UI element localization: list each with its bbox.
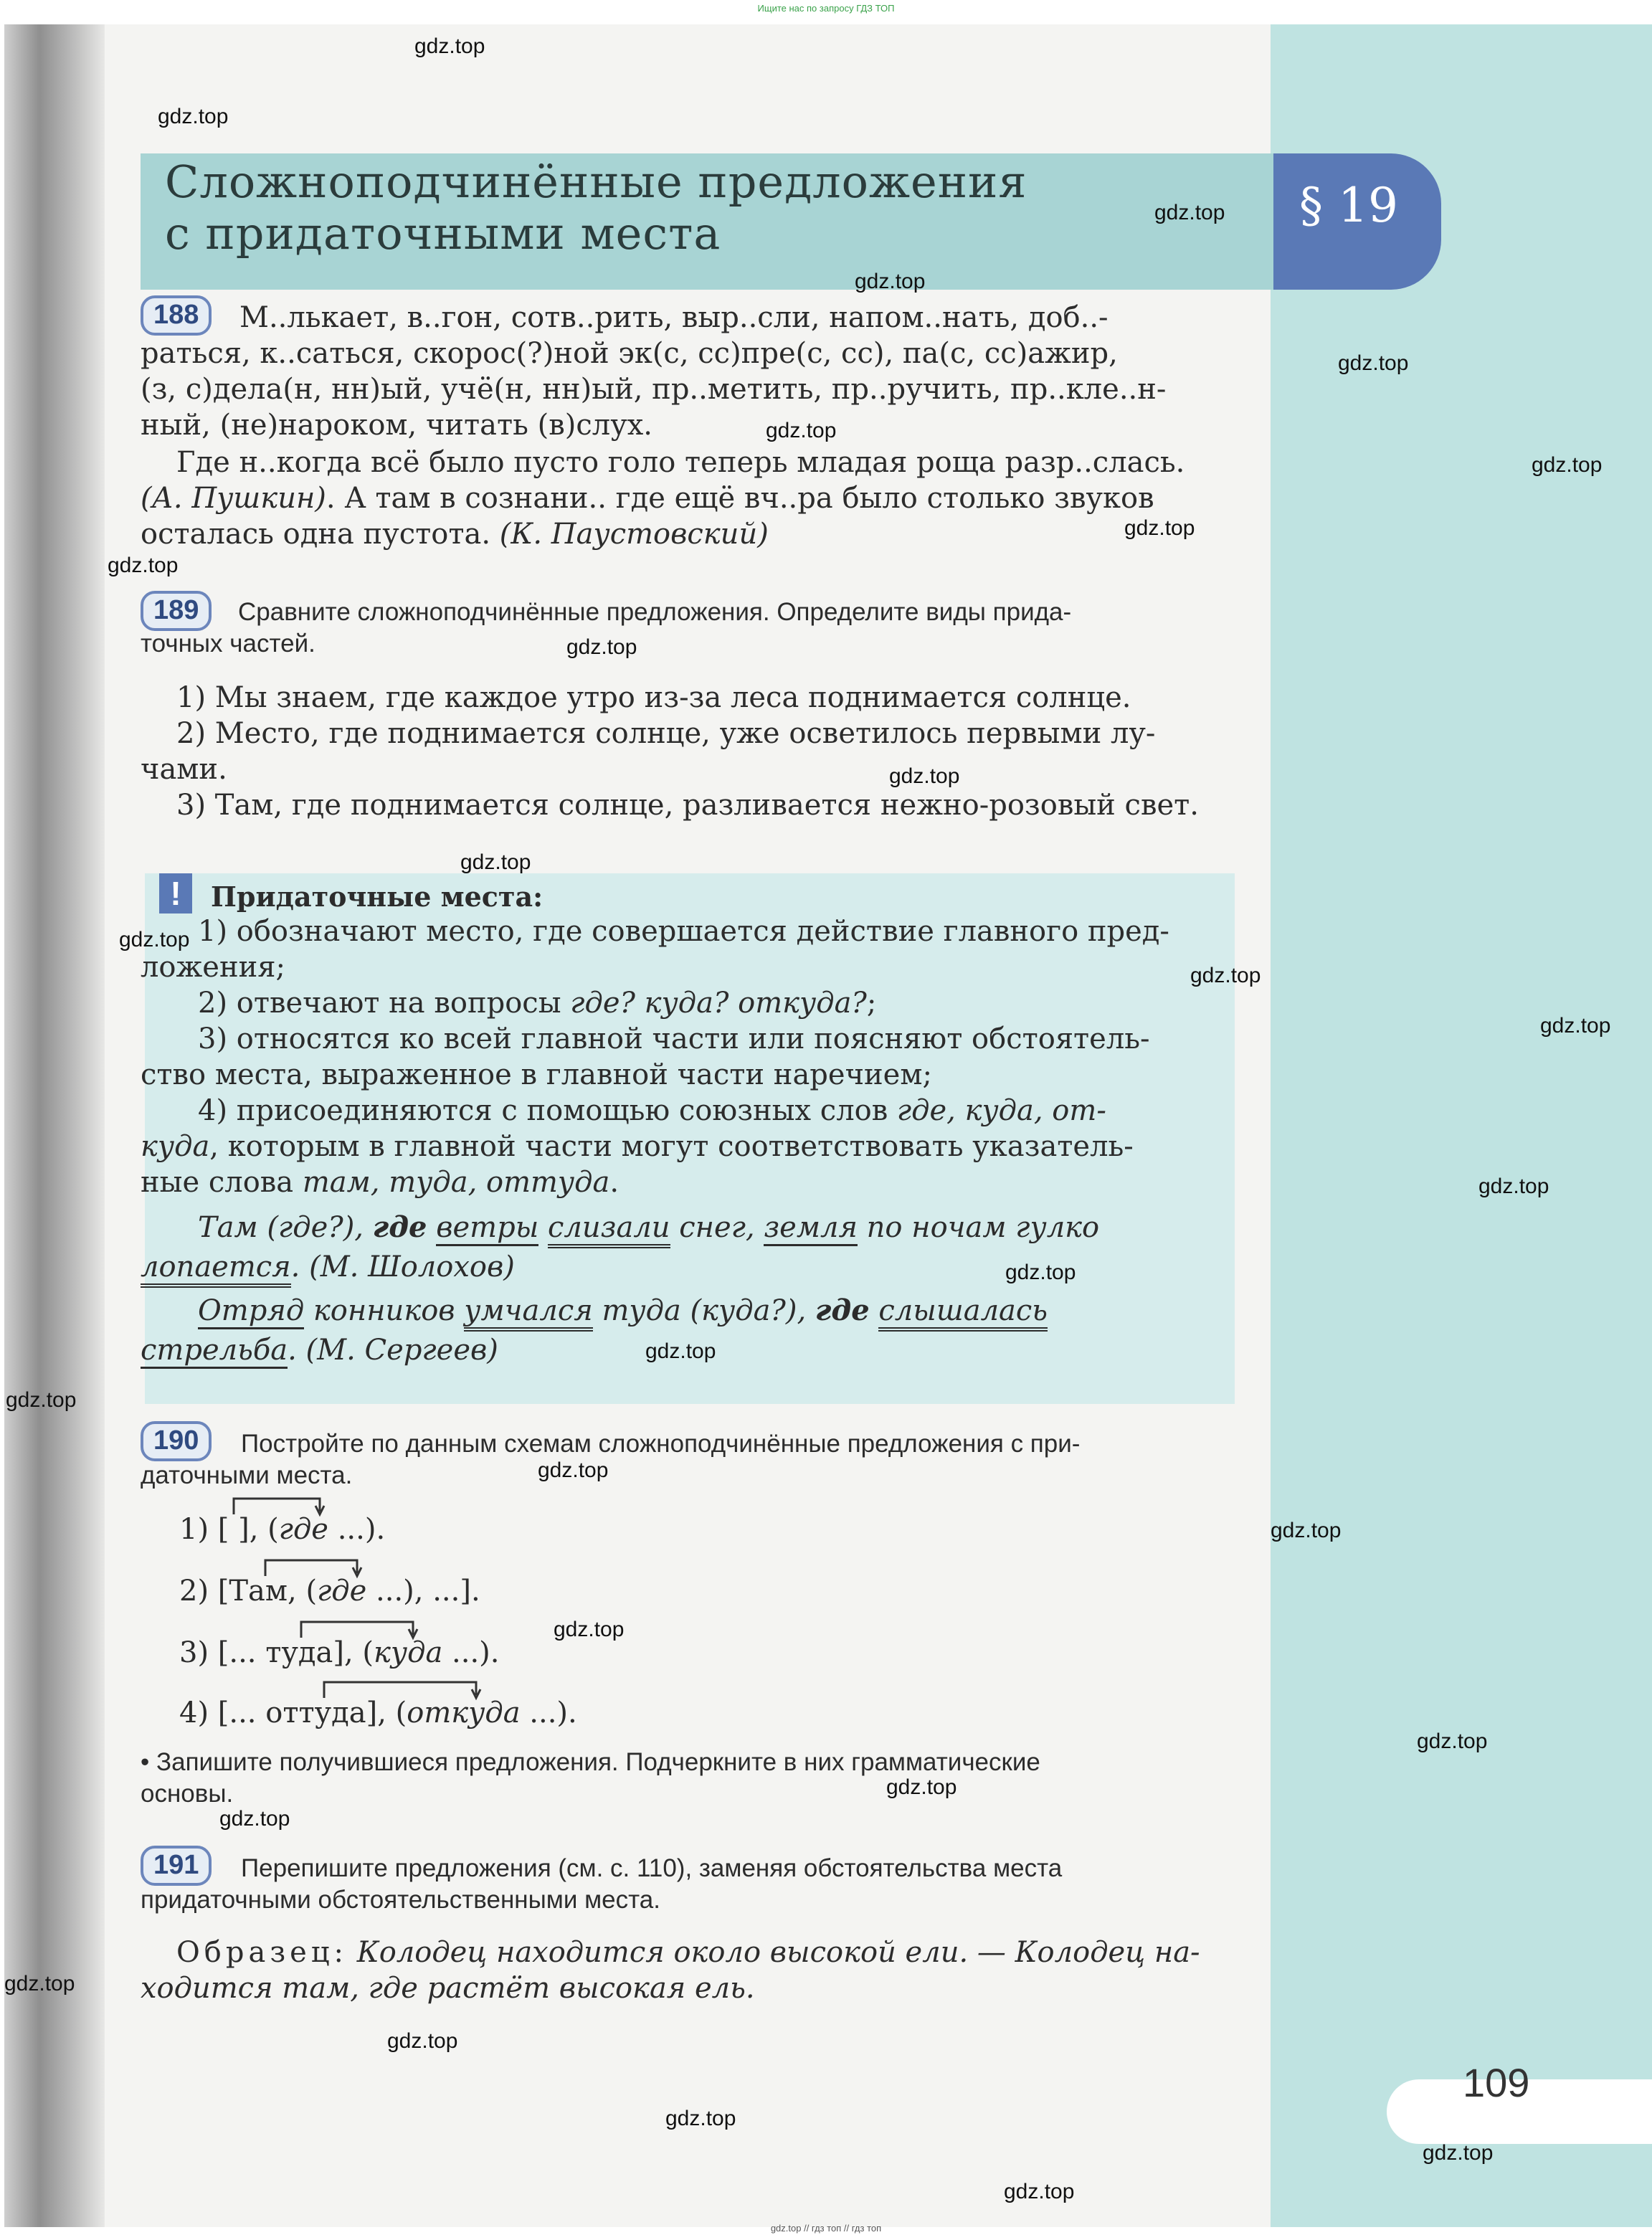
ex189-sentence-2b: чами. bbox=[141, 753, 227, 786]
scheme-2-arrow bbox=[265, 1560, 357, 1576]
ex189-sentence-2a: 2) Место, где поднимается солнце, уже осветилось первыми лу- bbox=[176, 717, 1156, 750]
rule-example-1a: Там (где?), где ветры слизали снег, земля по ночам гулко bbox=[198, 1210, 1288, 1244]
ex188-line-1: М..лькает, в..гон, сотв..рить, выр..сли, напом..нать, доб..- bbox=[239, 301, 1109, 334]
ex190-note-line-1: • Запишите получившиеся предложения. Подчеркните в них грамматические bbox=[141, 1748, 1040, 1776]
watermark: gdz.top bbox=[219, 1807, 290, 1831]
rule-line-4a: 4) присоединяются с помощью союзных слов где, куда, от- bbox=[198, 1094, 1106, 1127]
ex189-task-line-1: Сравните сложноподчинённые предложения. Определите виды прида- bbox=[238, 598, 1072, 626]
ex191-task-line-1: Перепишите предложения (см. с. 110), заменяя обстоятельства места bbox=[241, 1854, 1063, 1882]
ex188-line-7: осталась одна пустота. (К. Паустовский) bbox=[141, 518, 769, 551]
ex191-sample-line-2: ходится там, где растёт высокая ель. bbox=[141, 1972, 755, 2005]
watermark: gdz.top bbox=[119, 928, 190, 951]
ex191-task-line-2: придаточными обстоятельственными места. bbox=[141, 1886, 660, 1914]
ex189-sentence-1: 1) Мы знаем, где каждое утро из-за леса поднимается солнце. bbox=[176, 681, 1131, 714]
rule-example-1b: лопается. (М. Шолохов) bbox=[141, 1250, 1230, 1283]
exercise-number-190: 190 bbox=[141, 1421, 212, 1461]
ex190-task-line-2: даточными места. bbox=[141, 1461, 353, 1489]
watermark: gdz.top bbox=[1124, 516, 1195, 540]
ex190-task-line-1: Постройте по данным схемам сложноподчинённые предложения с при- bbox=[241, 1430, 1081, 1458]
watermark: gdz.top bbox=[665, 2107, 736, 2130]
watermark: gdz.top bbox=[886, 1775, 957, 1799]
ex190-note-line-2: основы. bbox=[141, 1780, 234, 1808]
ex189-task-line-2: точных частей. bbox=[141, 630, 315, 658]
watermark: gdz.top bbox=[1417, 1729, 1488, 1753]
watermark: gdz.top bbox=[855, 270, 926, 293]
ex188-line-4: ный, (не)нароком, читать (в)слух. bbox=[141, 409, 653, 442]
watermark: gdz.top bbox=[566, 635, 637, 659]
rule-line-4c: ные слова там, туда, оттуда. bbox=[141, 1166, 620, 1199]
ex188-line-2: раться, к..саться, скорос(?)ной эк(с, сс)пре(с, сс), па(с, сс)ажир, bbox=[141, 337, 1118, 370]
top-search-note: Ищите нас по запросу ГДЗ ТОП bbox=[757, 3, 895, 14]
watermark: gdz.top bbox=[6, 1388, 77, 1412]
watermark: gdz.top bbox=[1338, 351, 1409, 375]
watermark: gdz.top bbox=[645, 1339, 716, 1363]
rule-line-3a: 3) относятся ко всей главной части или поясняют обстоятель- bbox=[198, 1022, 1150, 1055]
watermark: gdz.top bbox=[554, 1618, 625, 1641]
ex188-line-6: (А. Пушкин). А там в сознани.. где ещё вч..ра было столько звуков bbox=[141, 482, 1154, 515]
rule-example-2a: Отряд конников умчался туда (куда?), где слышалась bbox=[198, 1294, 1288, 1327]
rule-line-4b: куда, которым в главной части могут соответствовать указатель- bbox=[141, 1130, 1134, 1163]
section-label: § 19 bbox=[1299, 178, 1398, 233]
watermark: gdz.top bbox=[889, 764, 960, 788]
watermark: gdz.top bbox=[1154, 201, 1225, 224]
watermark: gdz.top bbox=[1532, 453, 1603, 477]
scheme-2: 2) [Там, (где ...), ...]. bbox=[179, 1575, 480, 1608]
scheme-1-arrow bbox=[234, 1499, 320, 1514]
rule-line-1b: ложения; bbox=[141, 951, 285, 984]
exercise-number-188: 188 bbox=[141, 295, 212, 336]
rule-title: Придаточные места: bbox=[211, 881, 543, 913]
watermark: gdz.top bbox=[766, 419, 837, 442]
scheme-3-arrow bbox=[301, 1622, 413, 1638]
rule-line-1a: 1) обозначают место, где совершается действие главного пред- bbox=[198, 915, 1169, 948]
scheme-3: 3) [... туда], (куда ...). bbox=[179, 1636, 500, 1669]
exercise-number-189: 189 bbox=[141, 591, 212, 631]
watermark: gdz.top bbox=[1271, 1519, 1342, 1542]
ex188-line-3: (з, с)дела(н, нн)ый, учё(н, нн)ый, пр..метить, пр..ручить, пр..кле..н- bbox=[141, 373, 1167, 406]
ex191-sample-line-1: Образец: Колодец находится около высокой ели. — Колодец на- bbox=[176, 1936, 1200, 1969]
watermark: gdz.top bbox=[1423, 2141, 1494, 2165]
watermark: gdz.top bbox=[1190, 964, 1261, 987]
attention-icon: ! bbox=[159, 873, 192, 913]
exercise-number-191: 191 bbox=[141, 1846, 212, 1886]
watermark: gdz.top bbox=[158, 105, 229, 128]
watermark: gdz.top bbox=[4, 1972, 75, 1995]
scheme-4-arrow bbox=[324, 1682, 476, 1698]
scheme-1: 1) [ ], (где ...). bbox=[179, 1513, 386, 1546]
page-number: 109 bbox=[1463, 2060, 1530, 2105]
rule-line-3b: ство места, выраженное в главной части наречием; bbox=[141, 1058, 932, 1091]
bottom-note: gdz.top // гдз топ // гдз топ bbox=[770, 2223, 882, 2234]
watermark: gdz.top bbox=[387, 2029, 458, 2053]
watermark: gdz.top bbox=[460, 850, 531, 874]
watermark: gdz.top bbox=[1005, 1261, 1076, 1284]
watermark: gdz.top bbox=[1004, 2180, 1075, 2203]
rule-line-2: 2) отвечают на вопросы где? куда? откуда?; bbox=[198, 987, 877, 1020]
watermark: gdz.top bbox=[108, 554, 179, 577]
rule-example-2b: стрельба. (М. Сергеев) bbox=[141, 1334, 1230, 1367]
watermark: gdz.top bbox=[1540, 1014, 1611, 1038]
watermark: gdz.top bbox=[1478, 1174, 1549, 1198]
page-title: Сложноподчинённые предложения с придаточными места bbox=[165, 156, 1027, 260]
ex188-line-5: Где н..когда всё было пусто голо теперь младая роща разр..слась. bbox=[176, 446, 1185, 479]
scheme-4: 4) [... оттуда], (откуда ...). bbox=[179, 1696, 577, 1729]
ex189-sentence-3: 3) Там, где поднимается солнце, разливается нежно-розовый свет. bbox=[176, 789, 1199, 822]
watermark: gdz.top bbox=[414, 34, 485, 58]
watermark: gdz.top bbox=[538, 1458, 609, 1482]
